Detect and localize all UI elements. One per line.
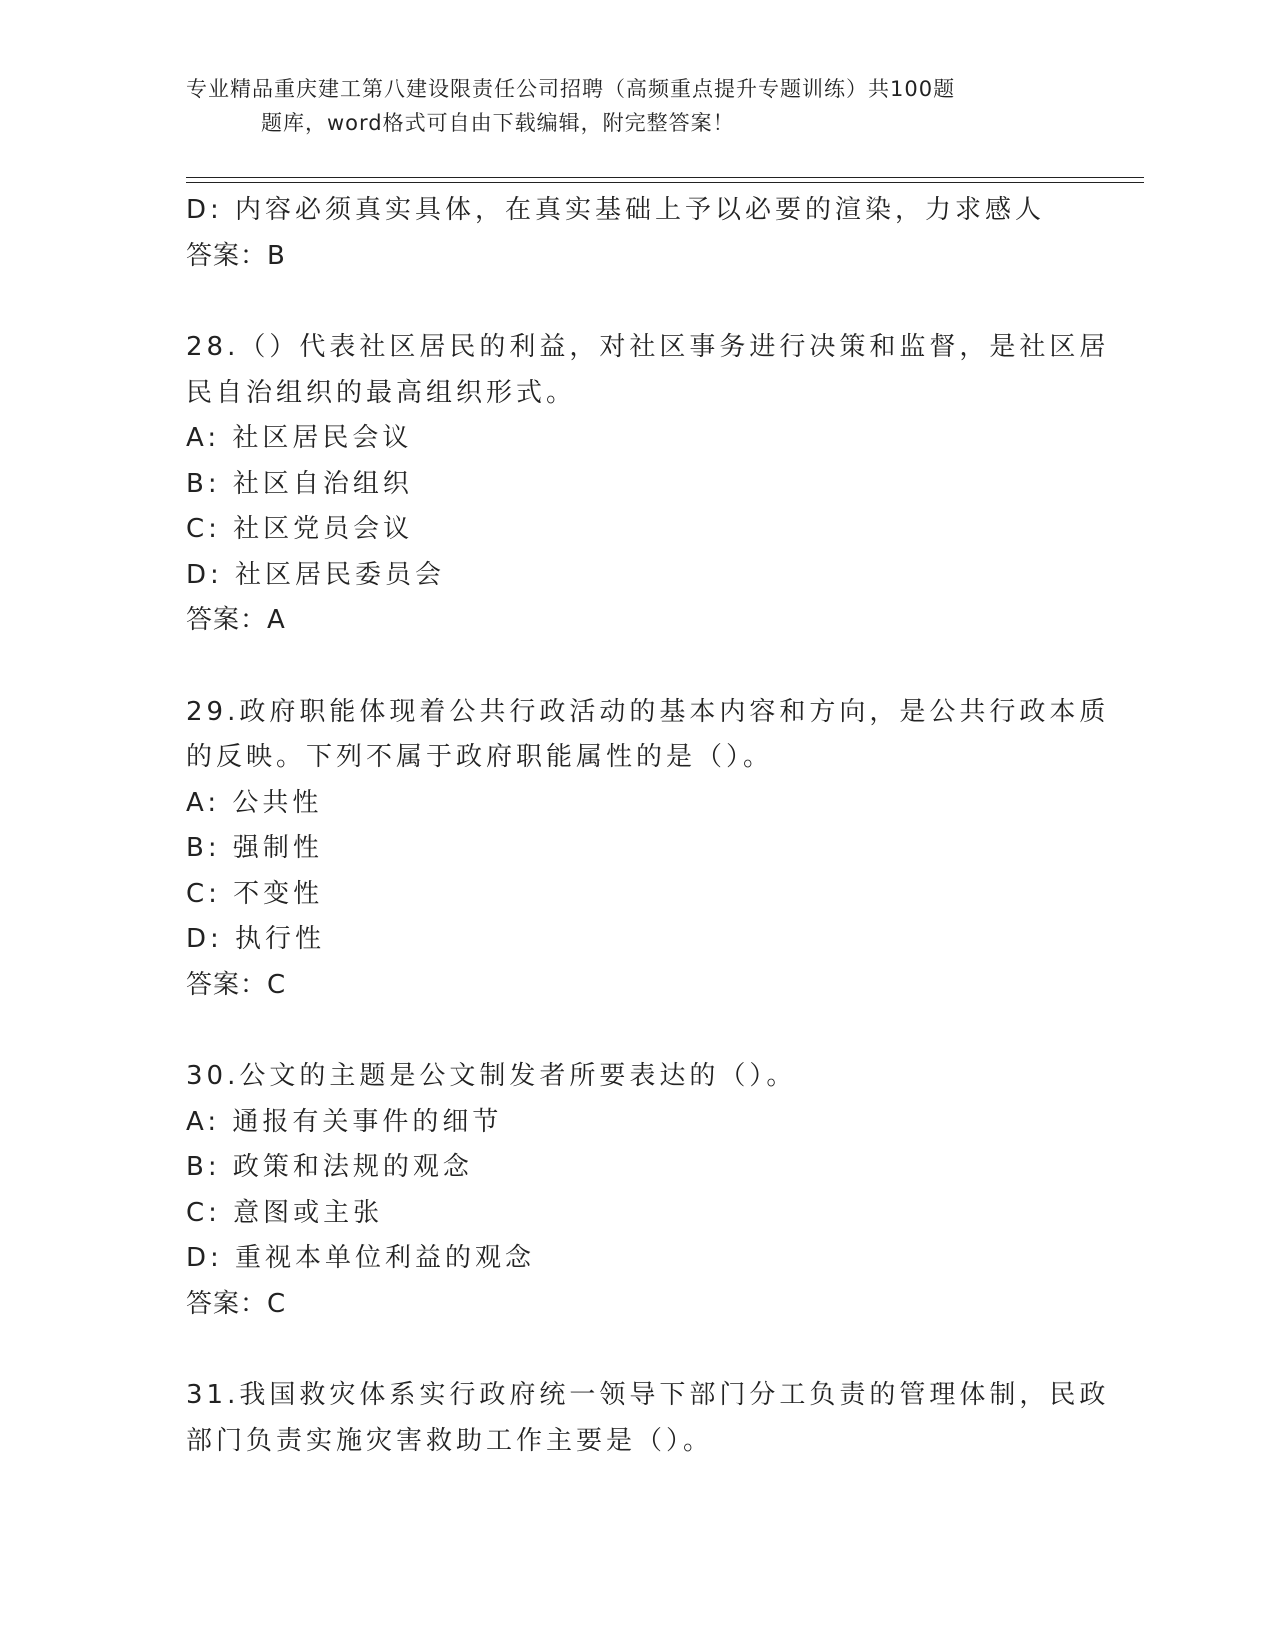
previous-question-tail — [186, 188, 1086, 279]
question-content — [186, 188, 1110, 1464]
header-title-line2: 题库，word格式可自由下载编辑，附完整答案！ — [261, 111, 735, 135]
question-stem: 部门负责实施灾害救助工作主要是（）。 — [186, 1425, 714, 1456]
header-divider-bottom — [186, 182, 1144, 183]
option-d: D: 执行性 — [186, 924, 326, 954]
question-stem: 民自治组织的最高组织形式。 — [186, 377, 577, 408]
question-30 — [186, 1054, 1086, 1327]
option-b: B: 强制性 — [186, 833, 323, 863]
question-31 — [186, 1373, 1110, 1464]
option-d: D: 社区居民委员会 — [186, 559, 446, 590]
option-d: D: 重视本单位利益的观念 — [186, 1243, 536, 1273]
spacer — [186, 1327, 1086, 1373]
option-d: D: 内容必须真实具体，在真实基础上予以必要的渲染，力求感人 — [186, 195, 1046, 225]
question-stem: 的反映。下列不属于政府职能属性的是（）。 — [186, 742, 774, 772]
header-title-line1: 专业精品重庆建工第八建设限责任公司招聘（高频重点提升专题训练）共100题 — [186, 77, 956, 101]
question-stem: 31.我国救灾体系实行政府统一领导下部门分工负责的管理体制，民政 — [186, 1380, 1110, 1410]
option-a: A: 社区居民会议 — [186, 423, 413, 453]
answer-line: 答案：A — [186, 605, 286, 635]
question-28 — [186, 325, 1110, 644]
option-c: C: 社区党员会议 — [186, 514, 414, 544]
page-header — [186, 72, 1086, 140]
question-29 — [186, 690, 1110, 1009]
option-c: C: 意图或主张 — [186, 1197, 384, 1228]
question-stem: 30.公文的主题是公文制发者所要表达的（）。 — [186, 1061, 797, 1091]
question-stem: 29.政府职能体现着公共行政活动的基本内容和方向，是公共行政本质 — [186, 696, 1110, 727]
answer-line: 答案：C — [186, 1288, 287, 1319]
option-a: A: 通报有关事件的细节 — [186, 1106, 503, 1137]
spacer — [186, 279, 1086, 325]
option-c: C: 不变性 — [186, 878, 324, 909]
option-b: B: 政策和法规的观念 — [186, 1152, 473, 1182]
answer-line: 答案：C — [186, 969, 287, 1000]
question-stem: 28.（）代表社区居民的利益，对社区事务进行决策和监督，是社区居 — [186, 332, 1110, 362]
header-divider-top — [186, 177, 1144, 178]
answer-line: 答案：B — [186, 240, 286, 271]
option-a: A: 公共性 — [186, 787, 323, 818]
spacer — [186, 1008, 1086, 1054]
option-b: B: 社区自治组织 — [186, 468, 413, 499]
spacer — [186, 644, 1086, 690]
